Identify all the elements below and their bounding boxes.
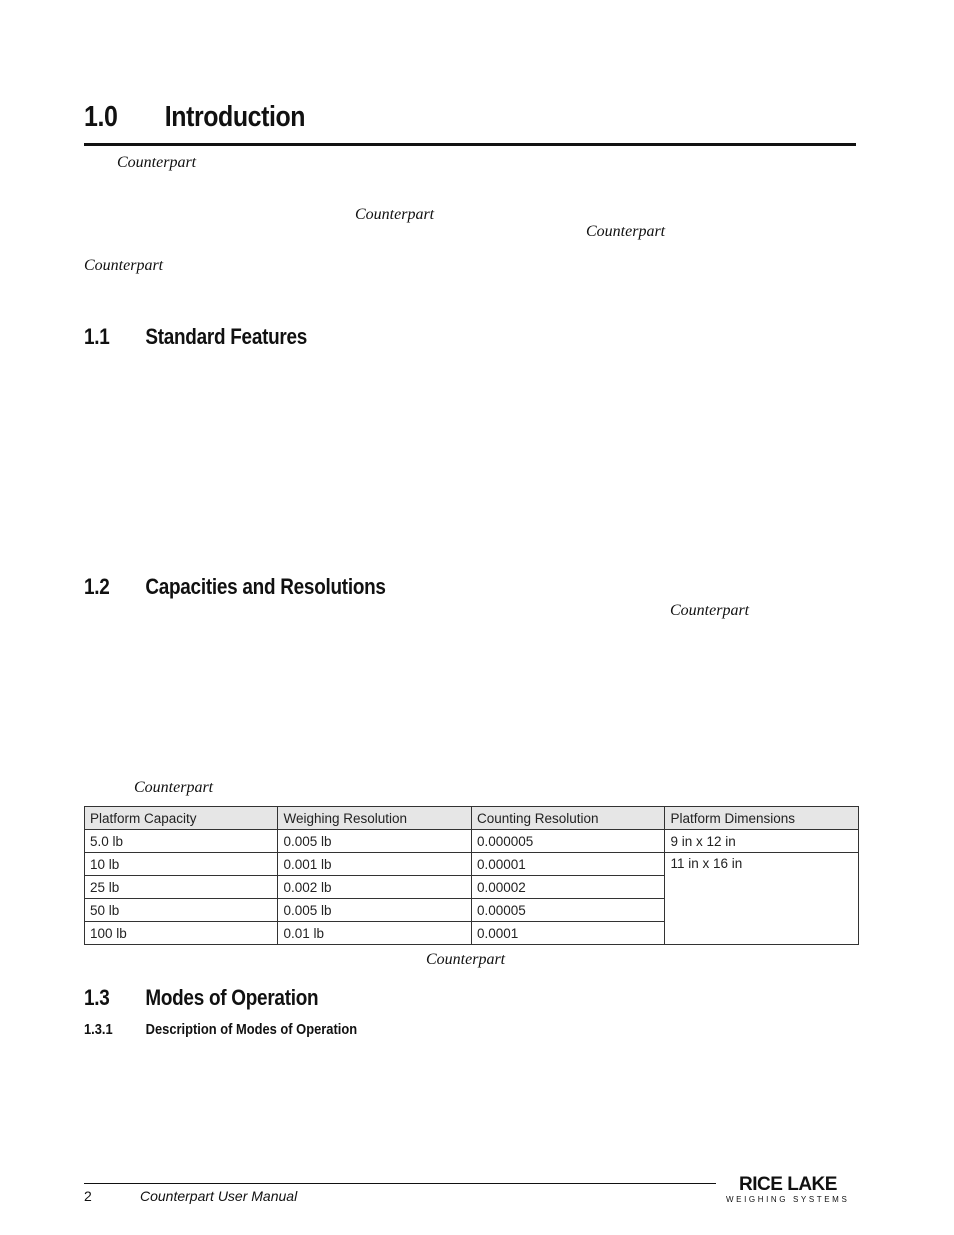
- chapter-heading: [84, 101, 305, 134]
- cell-dimensions: 9 in x 12 in: [665, 830, 859, 853]
- table-row: [85, 830, 859, 853]
- intro-italic-1: Counterpart: [117, 154, 197, 171]
- cell-weighing: 0.005 lb: [278, 899, 472, 922]
- section-number: 1.3: [84, 985, 110, 1010]
- cell-weighing: 0.001 lb: [278, 853, 472, 876]
- table-caption-italic: Counterpart: [134, 779, 214, 796]
- intro-italic-4: Counterpart: [84, 257, 164, 274]
- cell-capacity: 10 lb: [85, 853, 278, 876]
- cell-capacity: 50 lb: [85, 899, 278, 922]
- header-counting-resolution: Counting Resolution: [471, 807, 665, 830]
- table-header-row: [85, 807, 859, 830]
- section-title: Standard Features: [145, 324, 308, 349]
- cell-counting: 0.00001: [471, 853, 665, 876]
- logo-subtitle: WEIGHING SYSTEMS: [726, 1195, 850, 1204]
- cell-counting: 0.00002: [471, 876, 665, 899]
- page-number: 2: [84, 1188, 92, 1204]
- cell-counting: 0.000005: [471, 830, 665, 853]
- section-1-2-italic: Counterpart: [670, 602, 750, 619]
- footer-title: Counterpart User Manual: [140, 1188, 298, 1204]
- chapter-rule: [84, 143, 856, 146]
- table-row: [85, 853, 859, 876]
- section-heading-1-2: [84, 574, 386, 600]
- subsection-number: 1.3.1: [84, 1021, 113, 1038]
- footer-rule: [84, 1183, 716, 1184]
- logo-name: RICE LAKE: [739, 1174, 837, 1195]
- header-weighing-resolution: Weighing Resolution: [278, 807, 472, 830]
- intro-italic-2: Counterpart: [355, 206, 435, 223]
- cell-dimensions: 11 in x 16 in: [665, 853, 859, 945]
- cell-weighing: 0.01 lb: [278, 922, 472, 945]
- cell-capacity: 25 lb: [85, 876, 278, 899]
- cell-capacity: 5.0 lb: [85, 830, 278, 853]
- chapter-number: 1.0: [84, 101, 118, 133]
- chapter-title: Introduction: [164, 101, 306, 133]
- rice-lake-logo: [722, 1175, 854, 1207]
- cell-counting: 0.00005: [471, 899, 665, 922]
- section-title: Modes of Operation: [145, 985, 319, 1010]
- cell-weighing: 0.005 lb: [278, 830, 472, 853]
- cell-counting: 0.0001: [471, 922, 665, 945]
- section-number: 1.2: [84, 574, 110, 599]
- header-platform-capacity: Platform Capacity: [85, 807, 278, 830]
- section-heading-1-1: [84, 324, 307, 350]
- cell-capacity: 100 lb: [85, 922, 278, 945]
- subsection-title: Description of Modes of Operation: [145, 1021, 358, 1038]
- subsection-heading-1-3-1: [84, 1021, 357, 1038]
- section-title: Capacities and Resolutions: [145, 574, 386, 599]
- header-platform-dimensions: Platform Dimensions: [665, 807, 859, 830]
- table-footer-italic: Counterpart: [426, 951, 506, 968]
- cell-weighing: 0.002 lb: [278, 876, 472, 899]
- capacities-table: [84, 806, 859, 945]
- intro-italic-3: Counterpart: [586, 223, 666, 240]
- section-heading-1-3: [84, 985, 318, 1011]
- section-number: 1.1: [84, 324, 110, 349]
